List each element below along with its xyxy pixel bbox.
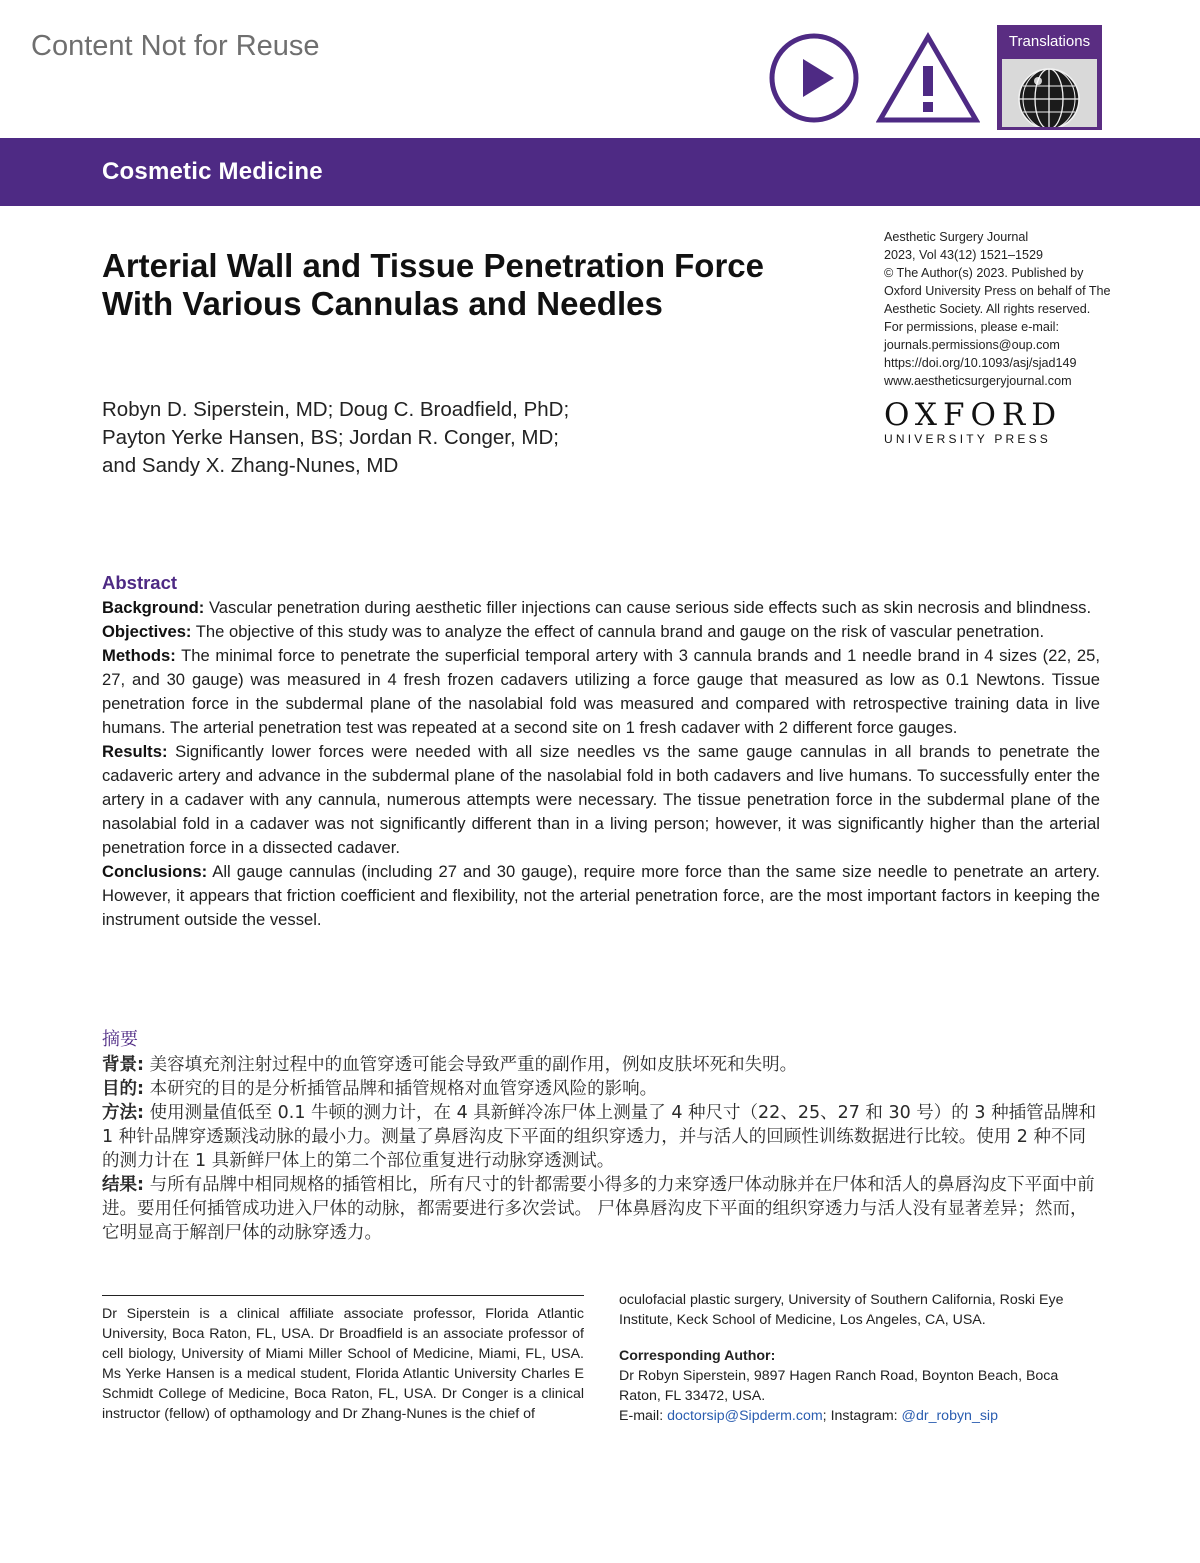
affiliations-continued: oculofacial plastic surgery, University of Southern California, Roski Eye Institute, Keck School of Medicine, Los Angeles, CA, USA.	[619, 1292, 1064, 1328]
objectives-label: Objectives:	[102, 622, 192, 641]
abstract-background	[102, 596, 1100, 620]
zh-methods	[102, 1101, 1100, 1173]
email-label: E-mail:	[619, 1408, 664, 1424]
journal-permissions-email[interactable]: journals.permissions@oup.com	[884, 338, 1060, 352]
zh-methods-label: 方法:	[102, 1103, 144, 1123]
journal-name: Aesthetic Surgery Journal	[884, 230, 1029, 244]
journal-website[interactable]: www.aestheticsurgeryjournal.com	[884, 374, 1072, 388]
zh-background-label: 背景:	[102, 1055, 144, 1075]
author-line: Robyn D. Siperstein, MD; Doug C. Broadfield, PhD;	[102, 398, 570, 421]
corresponding-author-address: Dr Robyn Siperstein, 9897 Hagen Ranch Road, Boynton Beach, Boca Raton, FL 33472, USA.	[619, 1368, 1059, 1404]
article-title-line1: Arterial Wall and Tissue Penetration Force	[102, 247, 765, 284]
zh-background-text: 美容填充剂注射过程中的血管穿透可能会导致严重的副作用，例如皮肤坏死和失明。	[149, 1055, 798, 1075]
footnote-right-column	[619, 1290, 1101, 1426]
author-line: Payton Yerke Hansen, BS; Jordan R. Conger, MD;	[102, 426, 559, 449]
abstract-heading: Abstract	[102, 572, 178, 593]
zh-results	[102, 1173, 1100, 1245]
zh-objectives-label: 目的:	[102, 1079, 144, 1099]
oxford-name: OXFORD	[884, 397, 1063, 433]
zh-objectives	[102, 1077, 1100, 1101]
contact-separator: ;	[822, 1408, 827, 1424]
translations-label: Translations	[1008, 33, 1091, 50]
abstract-objectives	[102, 620, 1100, 644]
corresponding-author-label: Corresponding Author:	[619, 1348, 776, 1364]
article-title-line2: With Various Cannulas and Needles	[102, 285, 663, 322]
article-title	[102, 247, 842, 323]
abstract-conclusions	[102, 860, 1100, 932]
methods-label: Methods:	[102, 646, 176, 665]
results-label: Results:	[102, 742, 168, 761]
oxford-press: UNIVERSITY PRESS	[884, 432, 1052, 446]
journal-volume: 2023, Vol 43(12) 1521–1529	[884, 248, 1043, 262]
globe-icon	[1002, 59, 1097, 127]
background-text: Vascular penetration during aesthetic filler injections can cause serious side effects such as skin necrosis and blindness.	[208, 598, 1092, 617]
methods-text: The minimal force to penetrate the superficial temporal artery with 3 cannula brands and 1 needle brand in 4 sizes (22, 25, 27, and 30 gauge) was measured in 4 fresh frozen cadavers utilizing a force gauge that measured as low as 0.1 Newtons. Tissue penetration force in the subdermal plane of the nasolabial fold was measured and compared with retrospective training data in live humans. The arterial penetration test was repeated at a second site on 1 fresh cadaver with 2 different force gauges.	[102, 646, 1100, 737]
zh-results-label: 结果:	[102, 1175, 144, 1195]
background-label: Background:	[102, 598, 205, 617]
journal-permissions: For permissions, please e-mail:	[884, 320, 1059, 334]
author-affiliations: Dr Siperstein is a clinical affiliate associate professor, Florida Atlantic University, Boca Raton, FL, USA. Dr Broadfield is an associate professor of cell biology, University of Miami Miller School of Medicine, Miami, FL, USA. Ms Yerke Hansen is a medical student, Florida Atlantic University Charles E Schmidt College of Medicine, Boca Raton, FL, USA. Dr Conger is a clinical instructor (fellow) of opthamology and Dr Zhang-Nunes is the chief of	[102, 1306, 584, 1422]
section-label: Cosmetic Medicine	[102, 158, 323, 185]
instagram-link[interactable]: @dr_robyn_sip	[901, 1408, 998, 1424]
objectives-text: The objective of this study was to analyze the effect of cannula brand and gauge on the risk of vascular penetration.	[195, 622, 1045, 641]
journal-copyright: © The Author(s) 2023. Published by	[884, 266, 1084, 280]
journal-rights: Aesthetic Society. All rights reserved.	[884, 302, 1091, 316]
conclusions-text: All gauge cannulas (including 27 and 30 gauge), require more force than the same size needle to penetrate an artery. However, it appears that friction coefficient and flexibility, not the arterial penetration force, are the most important factors in keeping the instrument outside the vessel.	[102, 862, 1100, 929]
play-video-icon[interactable]	[768, 32, 860, 124]
zh-methods-text: 使用测量值低至 0.1 牛顿的测力计，在 4 具新鲜冷冻尸体上测量了 4 种尺寸（22、25、27 和 30 号）的 3 种插管品牌和 1 种针品牌穿透颞浅动脉的最小力。测量了鼻唇沟皮下平面的组织穿透力，并与活人的回顾性训练数据进行比较。使用 2 种不同的测力计在 1 具新鲜尸体上的第二个部位重复进行动脉穿透测试。	[102, 1103, 1097, 1171]
author-line: and Sandy X. Zhang-Nunes, MD	[102, 454, 399, 477]
abstract-section	[102, 570, 1100, 932]
abstract-results	[102, 740, 1100, 860]
section-band	[0, 138, 1200, 206]
chinese-abstract-heading: 摘要	[102, 1029, 138, 1050]
zh-background	[102, 1053, 1100, 1077]
email-link[interactable]: doctorsip@Sipderm.com	[667, 1408, 823, 1424]
conclusions-label: Conclusions:	[102, 862, 208, 881]
author-list	[102, 396, 702, 480]
contact-line	[619, 1406, 1101, 1426]
translations-badge[interactable]	[997, 25, 1102, 130]
oxford-logo	[884, 397, 1063, 446]
journal-copyright-cont: Oxford University Press on behalf of The	[884, 284, 1111, 298]
chinese-abstract-section	[102, 1027, 1100, 1245]
footnote-divider	[102, 1295, 584, 1296]
zh-objectives-text: 本研究的目的是分析插管品牌和插管规格对血管穿透风险的影响。	[149, 1079, 658, 1099]
instagram-label: Instagram:	[830, 1408, 898, 1424]
warning-icon[interactable]	[876, 32, 980, 124]
watermark-text: Content Not for Reuse	[31, 30, 320, 62]
journal-doi[interactable]: https://doi.org/10.1093/asj/sjad149	[884, 356, 1077, 370]
abstract-methods	[102, 644, 1100, 740]
journal-info	[884, 228, 1114, 390]
zh-results-text: 与所有品牌中相同规格的插管相比，所有尺寸的针都需要小得多的力来穿透尸体动脉并在尸体和活人的鼻唇沟皮下平面中前进。要用任何插管成功进入尸体的动脉，都需要进行多次尝试。 尸体鼻唇沟皮下平面的组织穿透力与活人没有显著差异；然而，它明显高于解剖尸体的动脉穿透力。	[102, 1175, 1095, 1243]
results-text: Significantly lower forces were needed with all size needles vs the same gauge cannulas in all brands to penetrate the cadaveric artery and advance in the subdermal plane of the nasolabial fold in both cadavers and live humans. To successfully enter the artery in a cadaver with any cannula, numerous attempts were necessary. The tissue penetration force in the subdermal plane of the nasolabial fold in a cadaver was not significantly different than in a living person; however, it was significantly higher than the arterial penetration force in a dissected cadaver.	[102, 742, 1100, 857]
